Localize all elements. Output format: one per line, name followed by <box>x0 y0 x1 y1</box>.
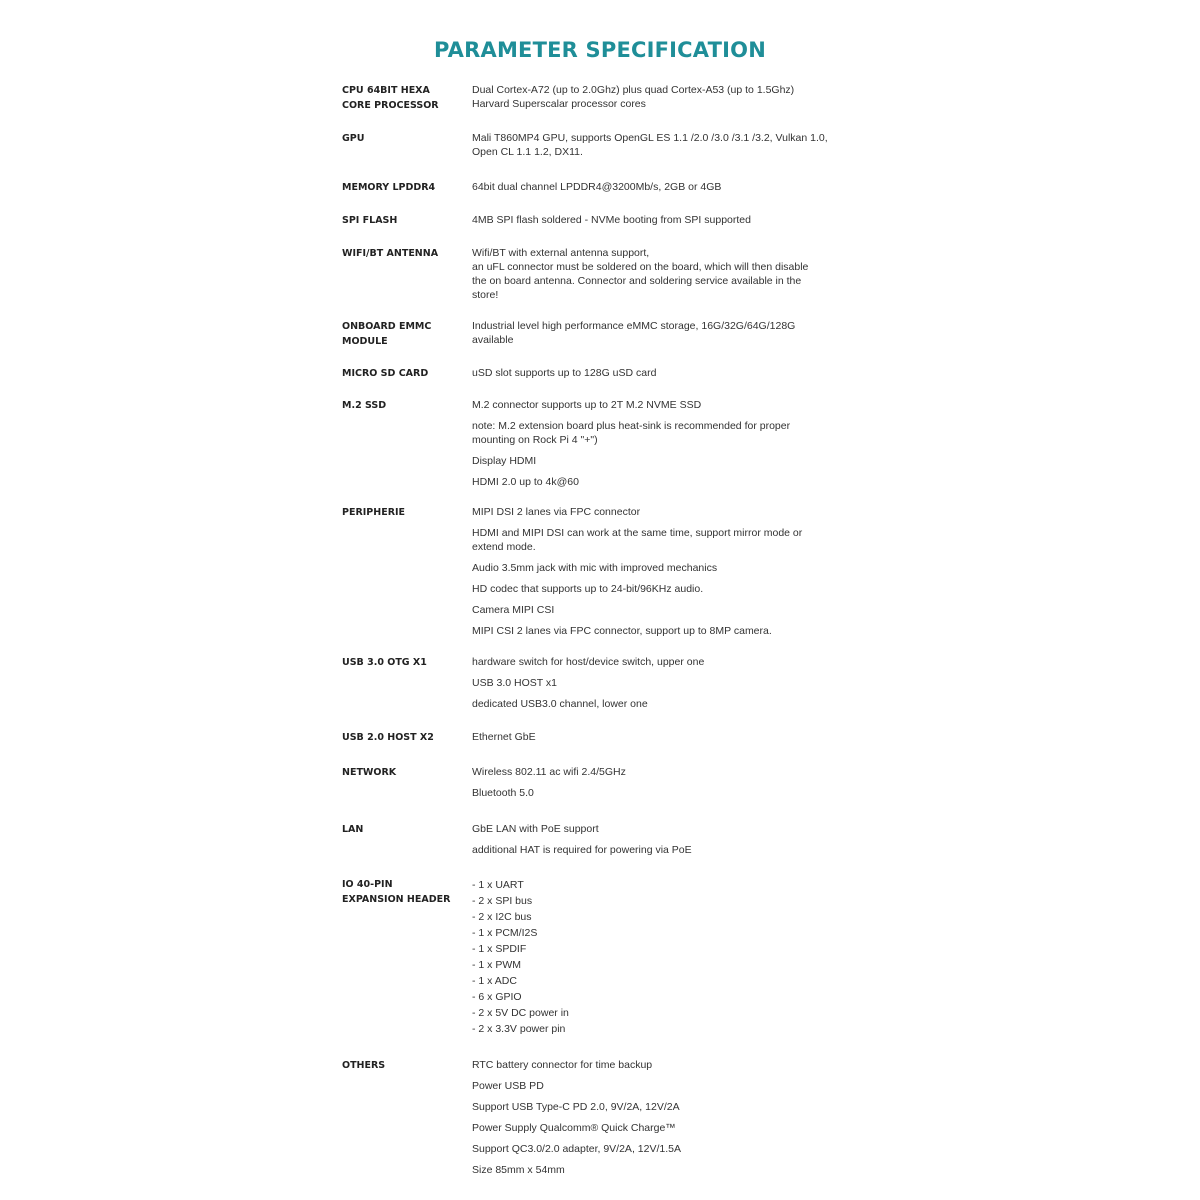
spec-line: Bluetooth 5.0 <box>472 787 534 799</box>
spec-line: MIPI DSI 2 lanes via FPC connector <box>472 506 641 518</box>
spec-line: - 1 x ADC <box>472 975 517 987</box>
spec-value <box>472 505 864 638</box>
spec-line: - 1 x UART <box>472 879 524 891</box>
spec-line: Audio 3.5mm jack with mic with improved mechanics <box>472 562 718 574</box>
spec-line: Harvard Superscalar processor cores <box>472 98 646 110</box>
page-title: PARAMETER SPECIFICATION <box>434 38 766 62</box>
spec-line: Camera MIPI CSI <box>472 604 555 616</box>
spec-line: - 2 x 3.3V power pin <box>472 1023 566 1035</box>
spec-label: SPI FLASH <box>342 215 398 226</box>
spec-line: - 6 x GPIO <box>472 991 522 1003</box>
spec-value <box>472 730 864 744</box>
spec-label: WIFI/BT ANTENNA <box>342 248 439 259</box>
spec-line: Power Supply Qualcomm® Quick Charge™ <box>472 1122 676 1134</box>
spec-line: - 1 x PWM <box>472 959 521 971</box>
spec-label: MICRO SD CARD <box>342 368 429 379</box>
spec-value <box>472 765 864 800</box>
spec-line: Ethernet GbE <box>472 731 536 743</box>
spec-line: note: M.2 extension board plus heat-sink is recommended for proper <box>472 420 791 432</box>
spec-value <box>472 213 864 227</box>
spec-label: PERIPHERIE <box>342 507 406 518</box>
spec-value <box>472 655 864 711</box>
spec-line: an uFL connector must be soldered on the board, which will then disable <box>472 261 809 273</box>
spec-line: Dual Cortex-A72 (up to 2.0Ghz) plus quad Cortex-A53 (up to 1.5Ghz) <box>472 84 795 96</box>
spec-label: MEMORY LPDDR4 <box>342 182 436 193</box>
spec-line: additional HAT is required for powering via PoE <box>472 844 692 856</box>
spec-line: mounting on Rock Pi 4 "+") <box>472 434 598 446</box>
spec-label: USB 3.0 OTG X1 <box>342 657 427 668</box>
spec-line: hardware switch for host/device switch, upper one <box>472 656 705 668</box>
spec-line: Power USB PD <box>472 1080 544 1092</box>
spec-line: MIPI CSI 2 lanes via FPC connector, support up to 8MP camera. <box>472 625 772 637</box>
spec-value <box>472 319 864 347</box>
spec-line: M.2 connector supports up to 2T M.2 NVME SSD <box>472 399 702 411</box>
spec-line: available <box>472 334 514 346</box>
spec-line: dedicated USB3.0 channel, lower one <box>472 698 648 710</box>
spec-line: Wireless 802.11 ac wifi 2.4/5GHz <box>472 766 626 778</box>
spec-line: Mali T860MP4 GPU, supports OpenGL ES 1.1 /2.0 /3.0 /3.1 /3.2, Vulkan 1.0, <box>472 132 828 144</box>
spec-line: USB 3.0 HOST x1 <box>472 677 558 689</box>
spec-line: store! <box>472 289 499 301</box>
spec-line: - 2 x SPI bus <box>472 895 533 907</box>
spec-value <box>472 822 864 857</box>
spec-line: Support QC3.0/2.0 adapter, 9V/2A, 12V/1.5A <box>472 1143 681 1155</box>
spec-value <box>472 131 864 159</box>
spec-line: Industrial level high performance eMMC storage, 16G/32G/64G/128G <box>472 320 796 332</box>
spec-line: Support USB Type-C PD 2.0, 9V/2A, 12V/2A <box>472 1101 680 1113</box>
spec-line: extend mode. <box>472 541 536 553</box>
spec-line: Wifi/BT with external antenna support, <box>472 247 650 259</box>
spec-line: GbE LAN with PoE support <box>472 823 599 835</box>
spec-line: 64bit dual channel LPDDR4@3200Mb/s, 2GB or 4GB <box>472 181 722 193</box>
spec-value <box>472 180 864 194</box>
spec-value <box>472 1058 864 1177</box>
spec-label: GPU <box>342 133 365 144</box>
spec-line: the on board antenna. Connector and soldering service available in the <box>472 275 802 287</box>
spec-value <box>472 366 864 380</box>
spec-label: NETWORK <box>342 767 397 778</box>
spec-line: RTC battery connector for time backup <box>472 1059 653 1071</box>
spec-line: - 2 x I2C bus <box>472 911 532 923</box>
spec-value <box>472 398 864 489</box>
spec-label: OTHERS <box>342 1060 386 1071</box>
spec-line: - 1 x SPDIF <box>472 943 527 955</box>
spec-label: USB 2.0 HOST X2 <box>342 732 434 743</box>
spec-label: LAN <box>342 824 364 835</box>
spec-line: uSD slot supports up to 128G uSD card <box>472 367 657 379</box>
spec-line: Size 85mm x 54mm <box>472 1164 565 1176</box>
spec-value <box>472 83 864 111</box>
spec-line: Open CL 1.1 1.2, DX11. <box>472 146 583 158</box>
spec-line: HD codec that supports up to 24-bit/96KHz audio. <box>472 583 704 595</box>
spec-label: CPU 64BIT HEXA CORE PROCESSOR <box>342 85 439 111</box>
spec-line: 4MB SPI flash soldered - NVMe booting from SPI supported <box>472 214 751 226</box>
spec-line: - 2 x 5V DC power in <box>472 1007 569 1019</box>
spec-line: HDMI and MIPI DSI can work at the same time, support mirror mode or <box>472 527 803 539</box>
spec-line: HDMI 2.0 up to 4k@60 <box>472 476 579 488</box>
spec-label: IO 40-PIN EXPANSION HEADER <box>342 879 451 905</box>
spec-value <box>472 246 864 302</box>
spec-line: - 1 x PCM/I2S <box>472 927 538 939</box>
spec-value <box>472 877 864 1037</box>
spec-line: Display HDMI <box>472 455 537 467</box>
spec-label: ONBOARD EMMC MODULE <box>342 321 432 347</box>
spec-label: M.2 SSD <box>342 400 387 411</box>
